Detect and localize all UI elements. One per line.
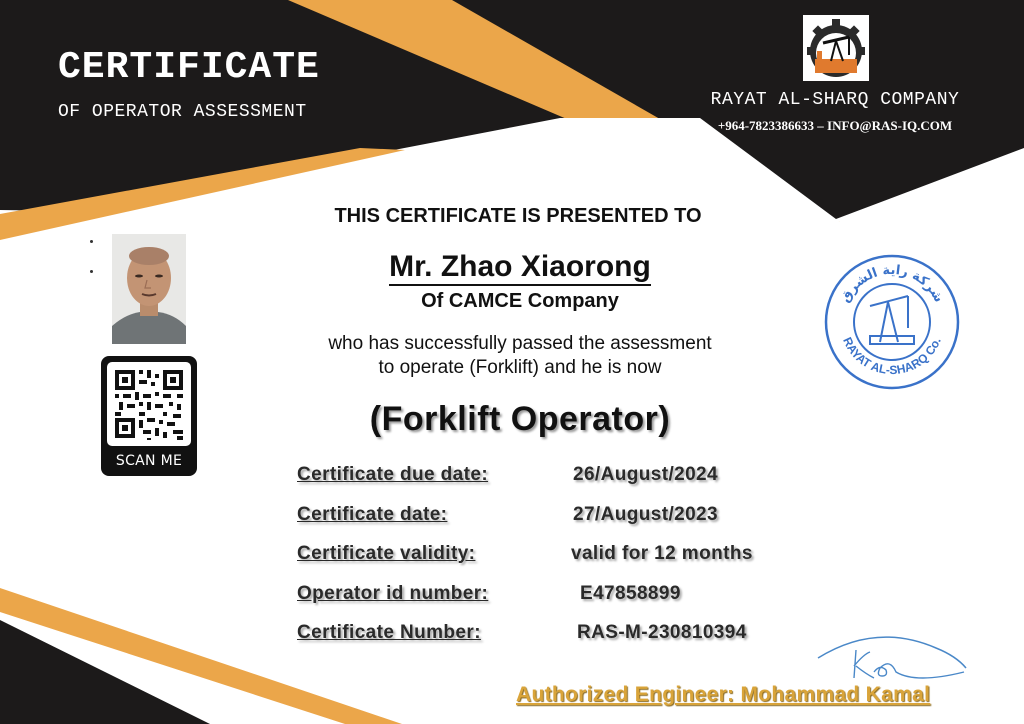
validity-label: Certificate validity: [297, 543, 476, 564]
stamp-arabic-text: شركة راية الشرق [837, 262, 947, 306]
recipient-name [330, 250, 710, 284]
decorative-dot [90, 270, 93, 273]
due-date-label: Certificate due date: [297, 464, 489, 485]
operator-role: (Forklift Operator) [369, 400, 671, 438]
certificate-number-value: RAS-M-230810394 [577, 622, 747, 643]
recipient-name-text: Mr. Zhao Xiaorong [389, 250, 651, 286]
svg-text:RAYAT AL-SHARQ Co. [840, 335, 944, 377]
presented-to-text: THIS CERTIFICATE IS PRESENTED TO [334, 205, 702, 227]
description-line-2: to operate (Forklift) and he is now [378, 357, 662, 378]
qr-code-icon[interactable] [107, 362, 191, 446]
qr-code-badge[interactable] [101, 356, 197, 476]
company-contact: +964-7823386633 – INFO@RAS-IQ.COM [717, 118, 953, 133]
assessment-description [240, 332, 800, 380]
operator-photo [112, 234, 186, 344]
recipient-company: Of CAMCE Company [421, 290, 619, 312]
certificate-date-value: 27/August/2023 [573, 504, 718, 525]
decorative-dot [90, 240, 93, 243]
company-name: RAYAT AL-SHARQ COMPANY [710, 90, 960, 110]
description-line-1: who has successfully passed the assessment [328, 333, 712, 354]
company-seal-icon [822, 252, 962, 392]
stamp-latin-text: RAYAT AL-SHARQ Co. [840, 335, 944, 378]
certificate-subtitle: OF OPERATOR ASSESSMENT [58, 102, 307, 122]
oil-pump-gear-icon [803, 15, 869, 81]
validity-value: valid for 12 months [571, 543, 753, 564]
certificate-number-label: Certificate Number: [297, 622, 481, 643]
presented-to-heading [0, 205, 1024, 228]
operator-id-label: Operator id number: [297, 583, 489, 604]
signature-icon [816, 628, 976, 688]
operator-id-value: E47858899 [580, 583, 681, 604]
due-date-value: 26/August/2024 [573, 464, 718, 485]
certificate-title: CERTIFICATE [58, 46, 320, 89]
scan-me-caption: SCAN ME [115, 453, 183, 469]
certificate-date-label: Certificate date: [297, 504, 448, 525]
authorized-engineer: Authorized Engineer: Mohammad Kamal [516, 683, 931, 706]
